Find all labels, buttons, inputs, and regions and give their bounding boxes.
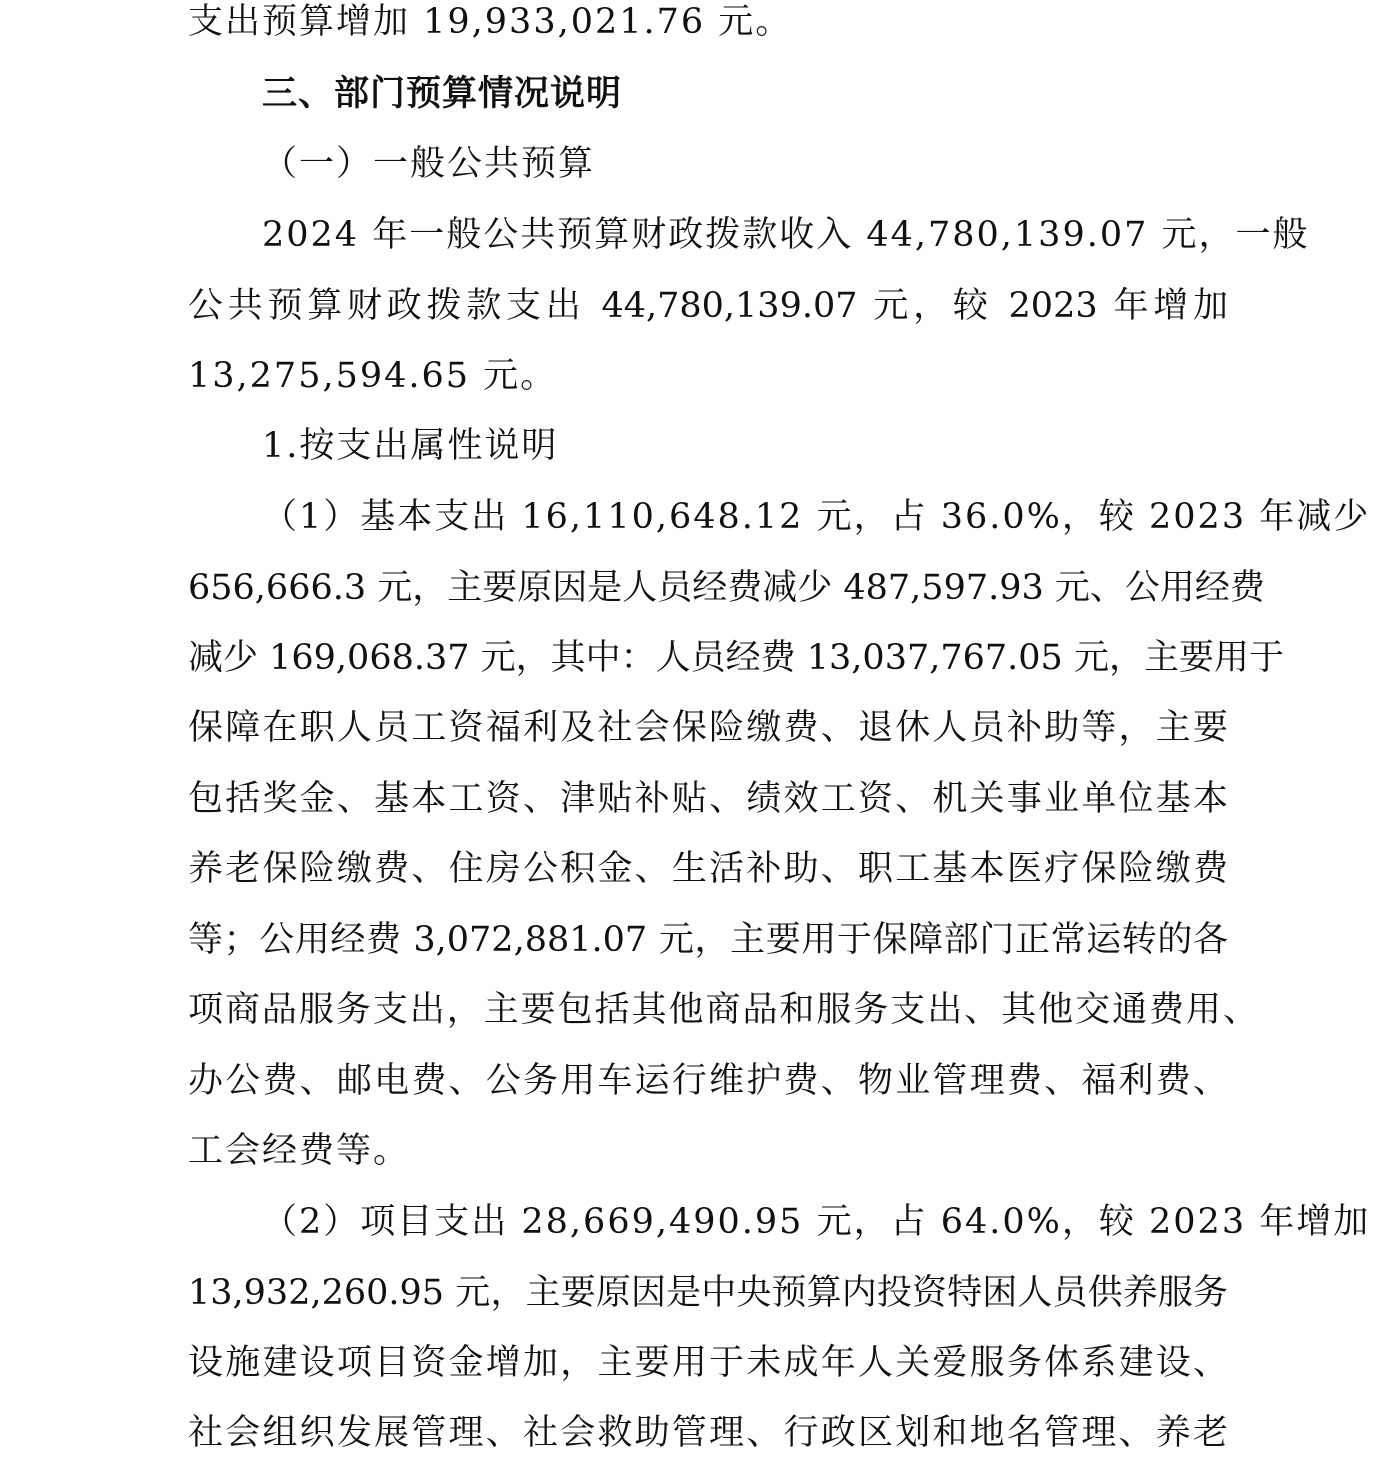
paragraph-line-1: 支出预算增加 19,933,021.76 元。 [188, 2, 793, 42]
paragraph-line-4: 2024 年一般公共预算财政拨款收入 44,780,139.07 元，一般 [262, 215, 1310, 255]
paragraph-line-18: （2）项目支出 28,669,490.95 元，占 64.0%，较 2023 年增加 [262, 1202, 1371, 1242]
paragraph-line-20: 设施建设项目资金增加，主要用于未成年人关爱服务体系建设、 [188, 1343, 1228, 1383]
paragraph-line-12: 包括奖金、基本工资、津贴补贴、绩效工资、机关事业单位基本 [188, 779, 1228, 819]
paragraph-line-21: 社会组织发展管理、社会救助管理、行政区划和地名管理、养老 [188, 1413, 1228, 1453]
paragraph-line-9: 656,666.3 元，主要原因是人员经费减少 487,597.93 元、公用经费 [188, 568, 1265, 608]
paragraph-line-5: 公共预算财政拨款支出 44,780,139.07 元，较 2023 年增加 [188, 286, 1228, 326]
paragraph-line-11: 保障在职人员工资福利及社会保险缴费、退休人员补助等，主要 [188, 708, 1228, 748]
paragraph-line-16: 办公费、邮电费、公务用车运行维护费、物业管理费、福利费、 [188, 1061, 1228, 1101]
paragraph-line-14: 等；公用经费 3,072,881.07 元，主要用于保障部门正常运转的各 [188, 920, 1228, 960]
paragraph-line-19: 13,932,260.95 元，主要原因是中央预算内投资特困人员供养服务 [188, 1273, 1228, 1313]
paragraph-line-15: 项商品服务支出，主要包括其他商品和服务支出、其他交通费用、 [188, 990, 1258, 1030]
subsection-heading: （一）一般公共预算 [262, 144, 596, 184]
paragraph-line-10: 减少 169,068.37 元，其中：人员经费 13,037,767.05 元，主要用于 [188, 638, 1284, 678]
paragraph-line-13: 养老保险缴费、住房公积金、生活补助、职工基本医疗保险缴费 [188, 849, 1228, 889]
paragraph-line-8: （1）基本支出 16,110,648.12 元，占 36.0%，较 2023 年减少 [262, 497, 1371, 537]
item-heading: 1.按支出属性说明 [262, 426, 559, 466]
section-heading: 三、部门预算情况说明 [262, 74, 623, 114]
paragraph-line-17: 工会经费等。 [188, 1131, 411, 1171]
paragraph-line-6: 13,275,594.65 元。 [188, 356, 558, 396]
